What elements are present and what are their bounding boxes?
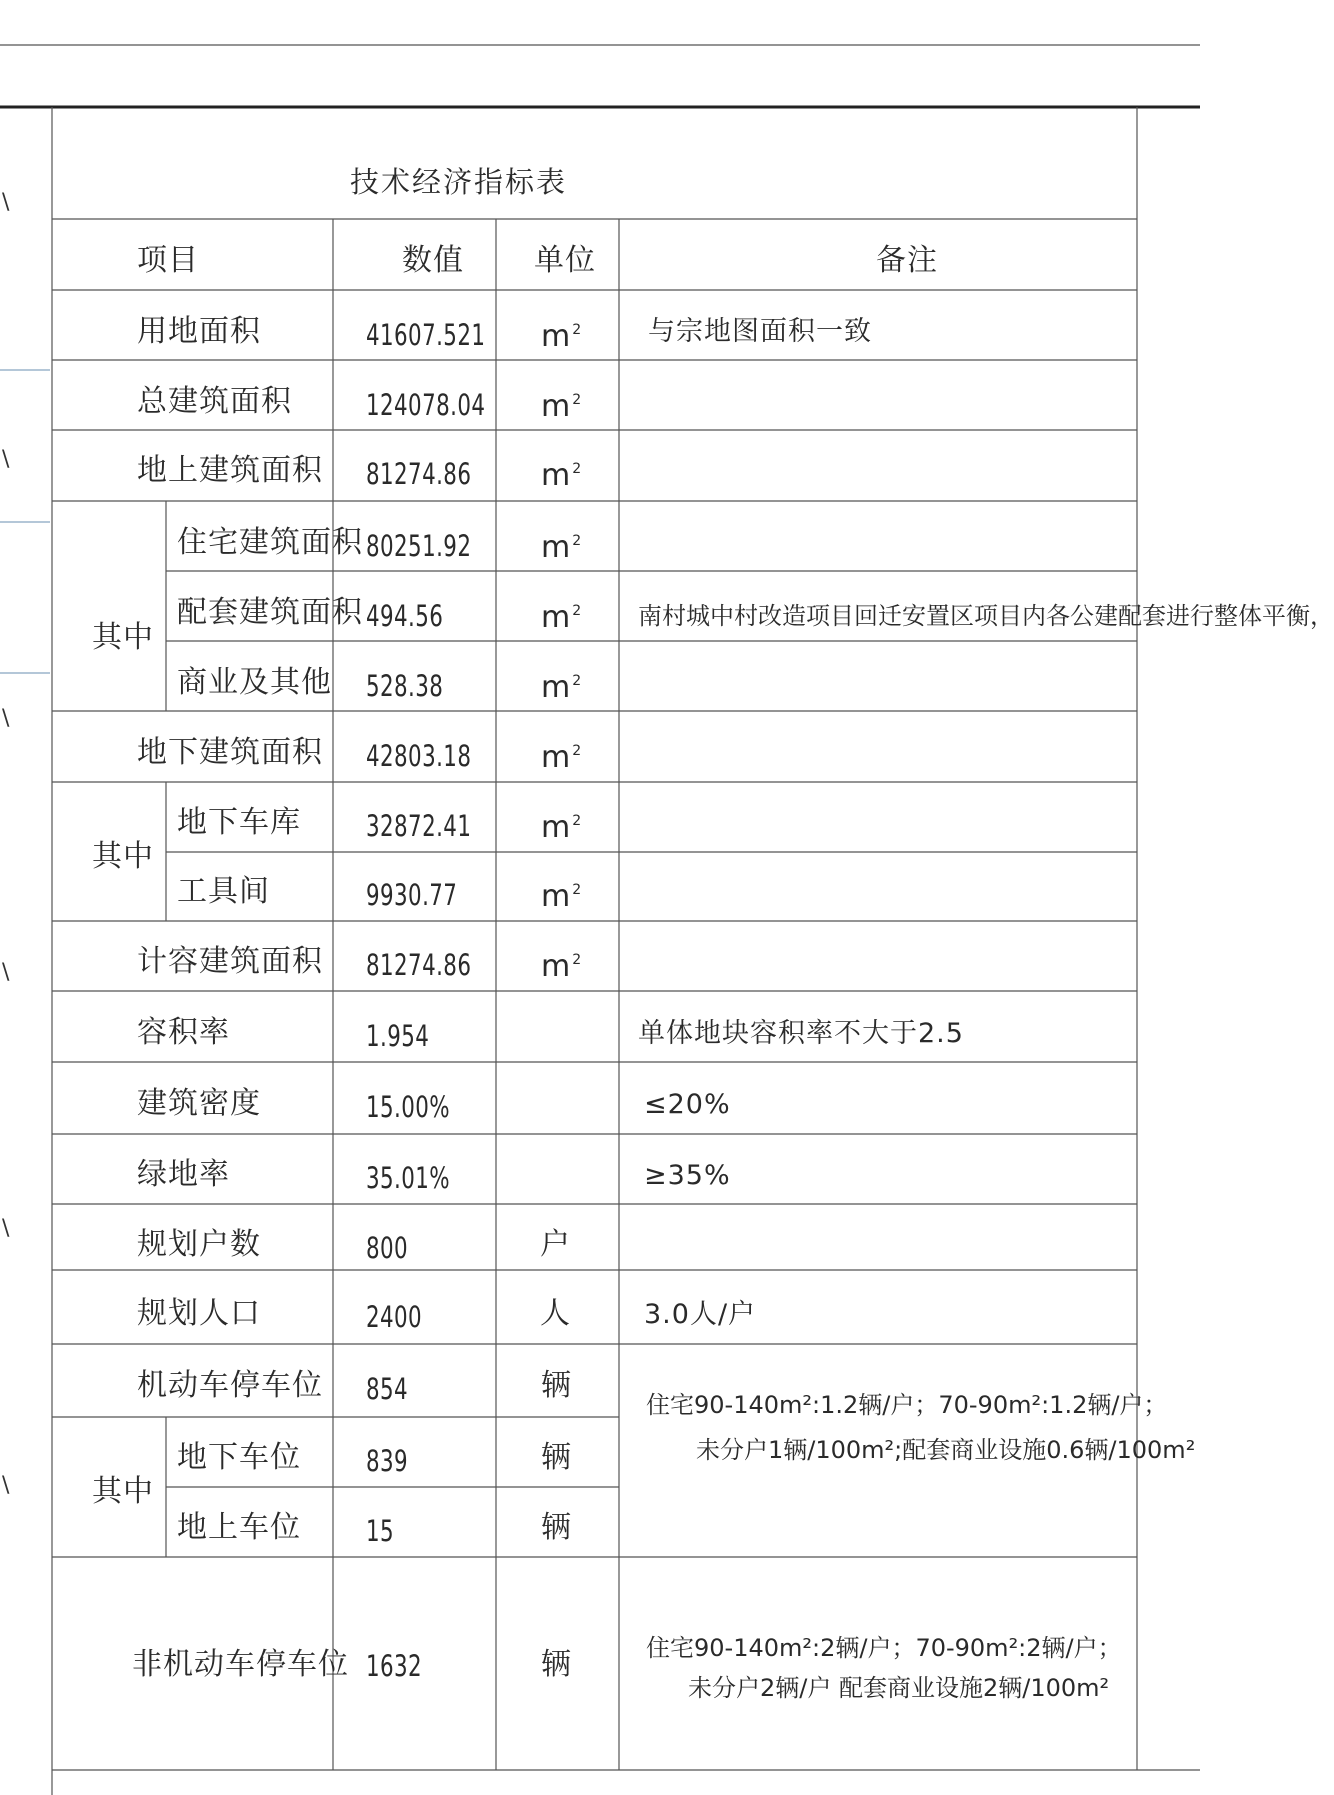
row-unit-nonmotor-parking: 辆: [541, 1647, 572, 1682]
row-remark-land-area: 与宗地图面积一致: [648, 316, 872, 347]
row-label-population: 规划人口: [137, 1296, 261, 1331]
row-unit-tool-room: $m^2$: [541, 879, 583, 914]
row-value-underground-area: 42803.18: [366, 739, 472, 773]
row-label-motor-parking: 机动车停车位: [137, 1368, 323, 1403]
row-unit-surface-parking: 辆: [541, 1510, 572, 1545]
row-value-residential-area: 80251.92: [366, 529, 472, 563]
row-label-residential-area: 住宅建筑面积: [177, 525, 363, 560]
row-unit-underground-parking: 辆: [541, 1440, 572, 1475]
row-label-tool-room: 工具间: [177, 874, 270, 909]
header-unit: 单位: [534, 243, 596, 278]
group-label-above-ground: 其中: [92, 620, 154, 655]
row-remark-far: 单体地块容积率不大于2.5: [638, 1018, 964, 1049]
margin-mark: \: [2, 190, 10, 215]
row-remark-green-ratio: ≥35%: [644, 1160, 731, 1191]
group-label-underground: 其中: [92, 839, 154, 874]
row-value-far-area: 81274.86: [366, 948, 472, 982]
row-unit-motor-parking: 辆: [541, 1368, 572, 1403]
margin-mark: \: [2, 960, 10, 985]
row-label-supporting-area: 配套建筑面积: [177, 595, 363, 630]
header-value: 数值: [402, 243, 464, 278]
row-unit-commercial-area: $m^2$: [541, 670, 583, 705]
row-remark-supporting-area: 南村城中村改造项目回迁安置区项目内各公建配套进行整体平衡，: [638, 602, 1334, 630]
row-value-above-ground-area: 81274.86: [366, 457, 472, 491]
row-remark-motor-parking-line2: 未分户1辆/100m²;配套商业设施0.6辆/100m²: [696, 1436, 1196, 1464]
row-remark-population: 3.0人/户: [644, 1299, 757, 1330]
row-value-green-ratio: 35.01%: [366, 1161, 451, 1195]
row-value-underground-garage: 32872.41: [366, 809, 472, 843]
row-value-population: 2400: [366, 1300, 423, 1334]
row-value-households: 800: [366, 1231, 409, 1265]
row-label-total-floor-area: 总建筑面积: [137, 384, 292, 419]
row-unit-land-area: $m^2$: [541, 319, 583, 354]
row-unit-underground-area: $m^2$: [541, 740, 583, 775]
table-title: 技术经济指标表: [350, 165, 568, 199]
row-unit-households: 户: [540, 1227, 571, 1262]
row-value-building-density: 15.00%: [366, 1090, 451, 1124]
row-remark-building-density: ≤20%: [644, 1089, 731, 1120]
margin-mark: \: [2, 1473, 10, 1498]
row-label-green-ratio: 绿地率: [137, 1157, 230, 1192]
row-label-commercial-area: 商业及其他: [177, 665, 332, 700]
row-label-households: 规划户数: [137, 1227, 261, 1262]
row-label-underground-parking: 地下车位: [177, 1440, 301, 1475]
row-value-underground-parking: 839: [366, 1444, 409, 1478]
row-label-underground-area: 地下建筑面积: [137, 735, 323, 770]
row-unit-underground-garage: $m^2$: [541, 810, 583, 845]
row-remark-motor-parking-line1: 住宅90-140m²:1.2辆/户；70-90m²:1.2辆/户；: [646, 1391, 1168, 1419]
row-label-far: 容积率: [137, 1015, 230, 1050]
row-label-above-ground-area: 地上建筑面积: [137, 453, 323, 488]
row-value-commercial-area: 528.38: [366, 669, 444, 703]
row-unit-total-floor-area: $m^2$: [541, 389, 583, 424]
row-label-far-area: 计容建筑面积: [137, 944, 323, 979]
margin-mark: \: [2, 447, 10, 472]
header-remark: 备注: [876, 243, 938, 278]
row-label-surface-parking: 地上车位: [177, 1510, 301, 1545]
row-unit-above-ground-area: $m^2$: [541, 458, 583, 493]
row-value-supporting-area: 494.56: [366, 599, 444, 633]
row-label-nonmotor-parking: 非机动车停车位: [132, 1647, 349, 1682]
row-value-tool-room: 9930.77: [366, 878, 458, 912]
row-value-total-floor-area: 124078.04: [366, 388, 486, 422]
margin-mark: \: [2, 1216, 10, 1241]
margin-mark: \: [2, 706, 10, 731]
group-label-parking: 其中: [92, 1474, 154, 1509]
row-label-underground-garage: 地下车库: [177, 805, 301, 840]
row-value-land-area: 41607.521: [366, 318, 486, 352]
row-value-surface-parking: 15: [366, 1514, 395, 1548]
header-item: 项目: [137, 243, 199, 278]
row-value-motor-parking: 854: [366, 1372, 409, 1406]
row-unit-supporting-area: $m^2$: [541, 600, 583, 635]
row-unit-residential-area: $m^2$: [541, 530, 583, 565]
row-label-building-density: 建筑密度: [137, 1086, 261, 1121]
row-value-far: 1.954: [366, 1019, 430, 1053]
row-label-land-area: 用地面积: [137, 314, 261, 349]
row-remark-nonmotor-parking-line2: 未分户2辆/户 配套商业设施2辆/100m²: [688, 1674, 1110, 1702]
row-unit-far-area: $m^2$: [541, 949, 583, 984]
row-value-nonmotor-parking: 1632: [366, 1649, 423, 1683]
row-remark-nonmotor-parking-line1: 住宅90-140m²:2辆/户；70-90m²:2辆/户；: [646, 1634, 1122, 1662]
row-unit-population: 人: [540, 1296, 571, 1331]
